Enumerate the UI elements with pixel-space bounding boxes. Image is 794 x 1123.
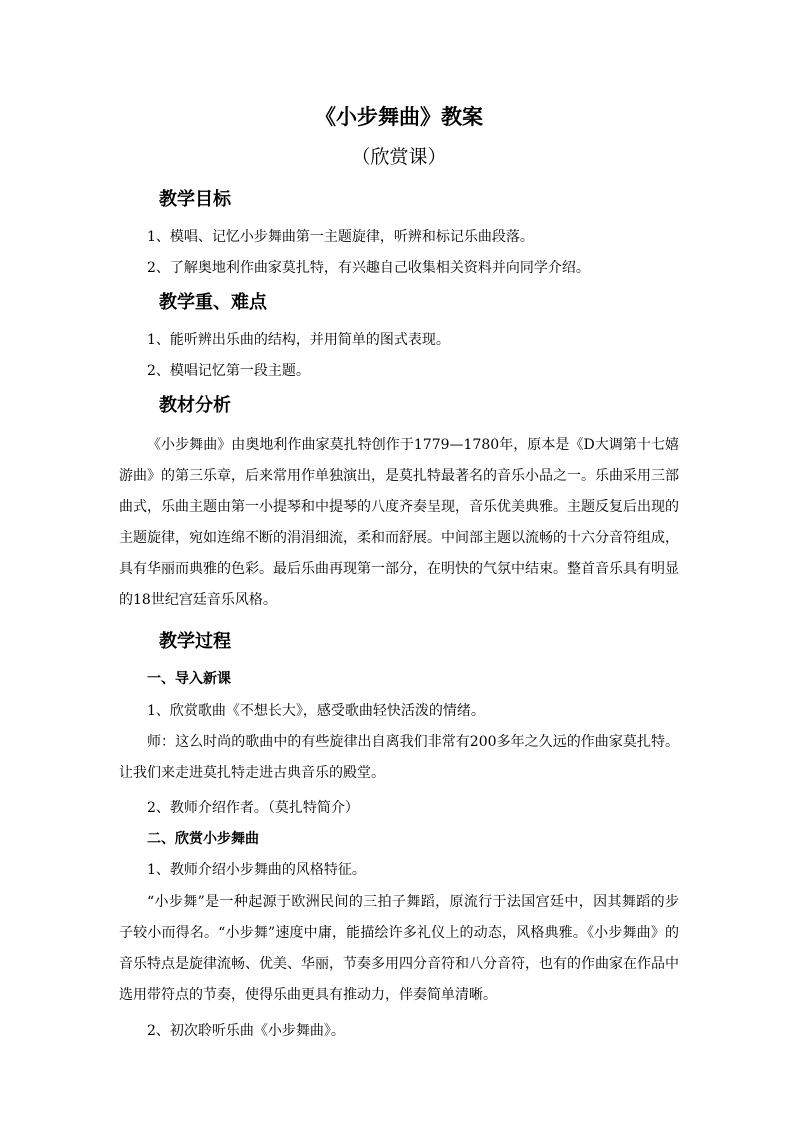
document-title: 《小步舞曲》教案 bbox=[315, 104, 483, 129]
process-part1-heading: 一、导入新课 bbox=[147, 671, 231, 687]
process-part2-heading: 二、欣赏小步舞曲 bbox=[147, 831, 259, 847]
section-heading-key-points: 教学重、难点 bbox=[159, 292, 267, 313]
process-part1-item-2: 2、教师介绍作者。（莫扎特简介） bbox=[147, 800, 359, 816]
process-part2-description: “小步舞”是一种起源于欧洲民间的三拍子舞蹈，原流行于法国宫廷中，因其舞蹈的步子较小而得名。“小步舞”速度中庸，能描绘许多礼仪上的动态，风格典雅。《小步舞曲》的音乐特点是旋律流畅、优美、华丽，节奏多用四分音符和八分音符，也有的作曲家在作品中选用带符点的节奏，使得乐曲更具有推动力，伴奏简单清晰。 bbox=[119, 894, 679, 1003]
section-heading-process: 教学过程 bbox=[159, 631, 231, 652]
section-heading-objectives: 教学目标 bbox=[159, 189, 231, 210]
key-point-item-2: 2、模唱记忆第一段主题。 bbox=[147, 363, 310, 379]
section-heading-analysis: 教材分析 bbox=[159, 395, 231, 416]
objective-item-2: 2、了解奥地利作曲家莫扎特，有兴趣自己收集相关资料并向同学介绍。 bbox=[147, 260, 590, 276]
process-part1-item-1: 1、欣赏歌曲《不想长大》，感受歌曲轻快活泼的情绪。 bbox=[147, 703, 485, 719]
document-page bbox=[119, 100, 679, 1042]
process-part2-item-1: 1、教师介绍小步舞曲的风格特征。 bbox=[147, 862, 366, 878]
objective-item-1: 1、模唱、记忆小步舞曲第一主题旋律，听辨和标记乐曲段落。 bbox=[147, 229, 534, 245]
analysis-paragraph: 《小步舞曲》由奥地利作曲家莫扎特创作于1779—1780年，原本是《D大调第十七嬉游曲》的第三乐章，后来常用作单独演出，是莫扎特最著名的音乐小品之一。乐曲采用三部曲式，乐曲主题由第一小提琴和中提琴的八度齐奏呈现，音乐优美典雅。主题反复后出现的主题旋律，宛如连绵不断的涓涓细流，柔和而舒展。中间部主题以流畅的十六分音符组成，具有华丽而典雅的色彩。最后乐曲再现第一部分，在明快的气氛中结束。整首音乐具有明显的18世纪宫廷音乐风格。 bbox=[119, 437, 679, 608]
process-part2-item-2: 2、初次聆听乐曲《小步舞曲》。 bbox=[147, 1023, 345, 1039]
document-subtitle: （欣赏课） bbox=[351, 146, 447, 168]
key-point-item-1: 1、能听辨出乐曲的结构，并用简单的图式表现。 bbox=[147, 332, 450, 348]
process-part1-teacher-text: 师：这么时尚的歌曲中的有些旋律出自离我们非常有200多年之久远的作曲家莫扎特。让我们来走进莫扎特走进古典音乐的殿堂。 bbox=[119, 734, 679, 781]
